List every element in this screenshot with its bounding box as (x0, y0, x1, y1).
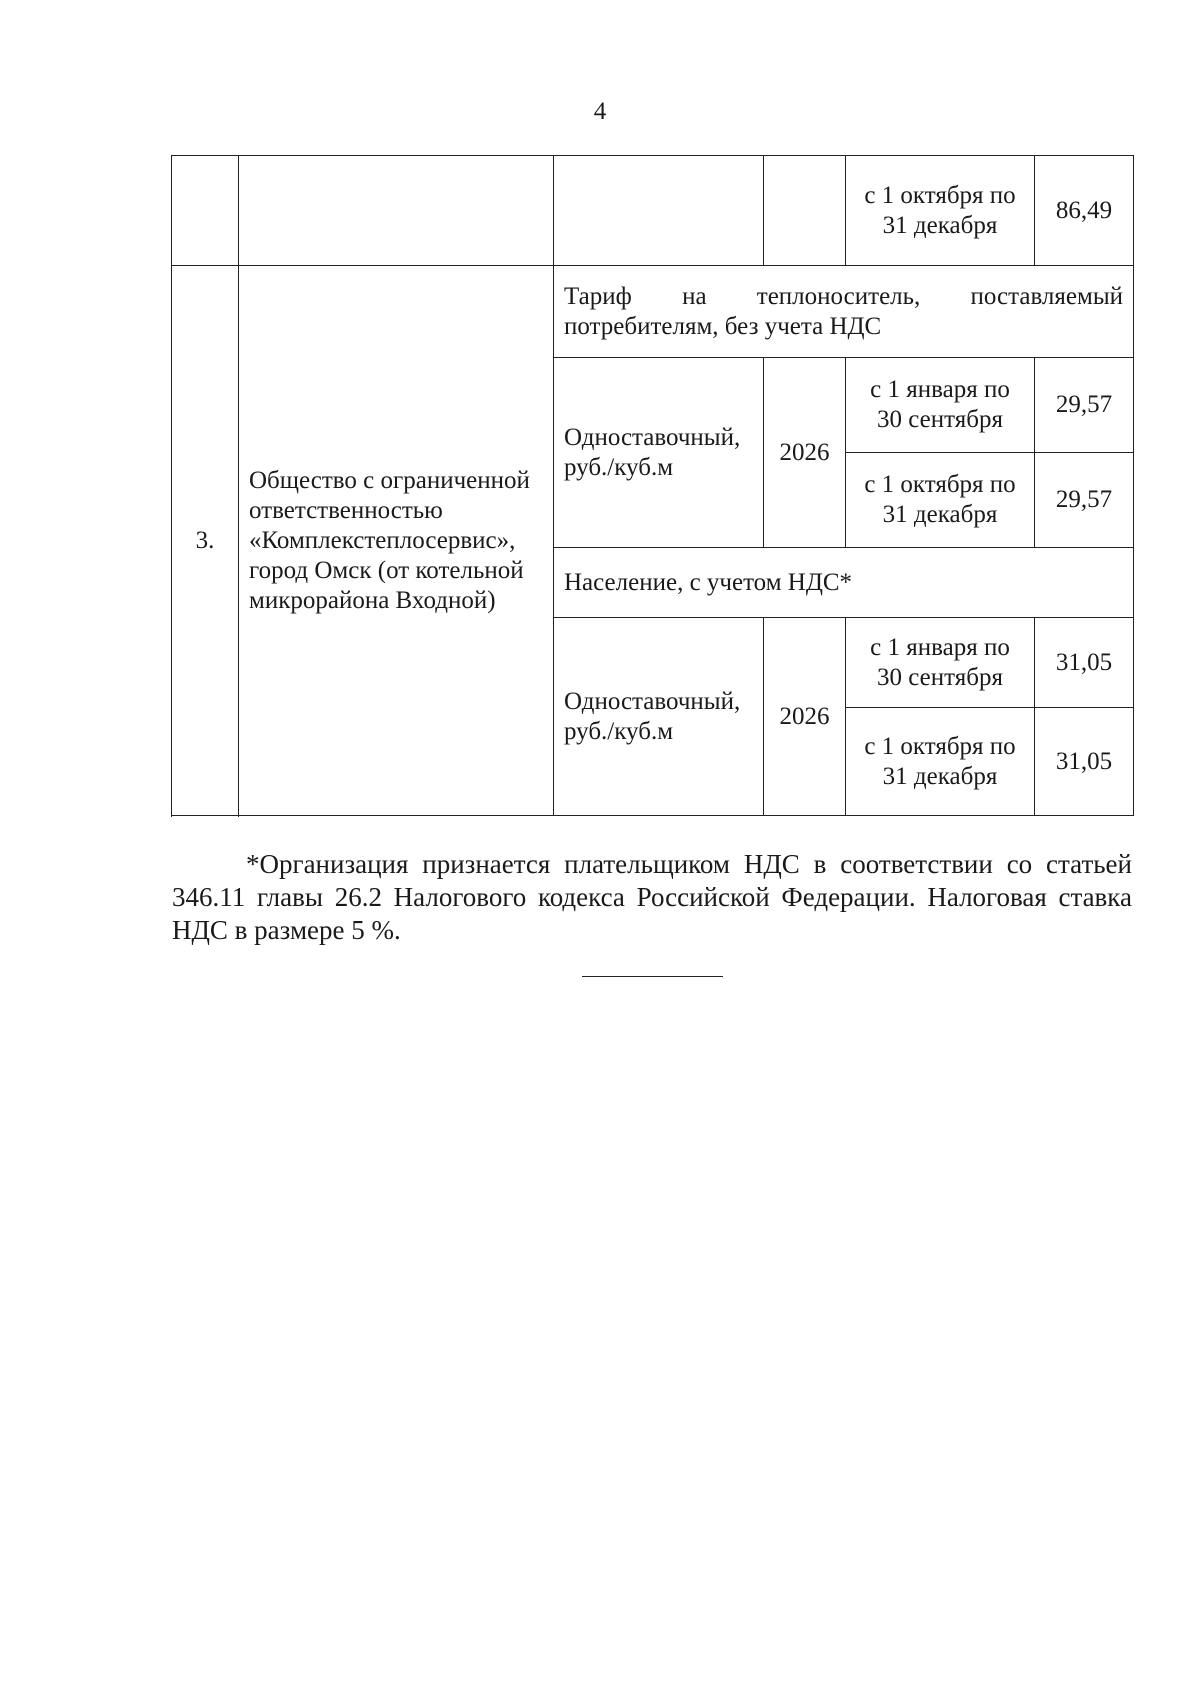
section-title: Население, с учетом НДС* (554, 548, 1134, 618)
table-row-continued (172, 156, 1134, 266)
tariff-table (171, 155, 1134, 816)
footnote: *Организация признается плательщиком НДС в соответствии со статьей 346.11 главы 26.2 Налогового кодекса Российской Федерации. Налоговая ставка НДС в размере 5 %. (172, 849, 1132, 945)
page-number: 4 (593, 98, 607, 125)
end-divider-line (582, 976, 723, 977)
cell-number-empty (172, 156, 239, 266)
cell-period: с 1 октября по 31 декабря (846, 156, 1035, 266)
cell-period: с 1 октября по 31 декабря (846, 708, 1035, 816)
section-title: Тариф на теплоноситель, поставляемый потребителям, без учета НДС (554, 266, 1134, 358)
table-row-section-header (172, 266, 1134, 358)
cell-value: 29,57 (1035, 358, 1134, 453)
cell-year: 2026 (764, 358, 846, 548)
cell-period: с 1 января по 30 сентября (846, 358, 1035, 453)
cell-organization: Общество с ограниченной ответственностью «Комплекстеплосервис», город Омск (от котельной микрорайона Входной) (239, 266, 554, 816)
cell-value: 86,49 (1035, 156, 1134, 266)
cell-entry-number: 3. (172, 266, 239, 816)
cell-period: с 1 января по 30 сентября (846, 618, 1035, 708)
cell-rate-type: Одноставочный, руб./куб.м (554, 618, 764, 816)
cell-year: 2026 (764, 618, 846, 816)
cell-period: с 1 октября по 31 декабря (846, 453, 1035, 548)
cell-value: 31,05 (1035, 618, 1134, 708)
cell-rate-type-empty (554, 156, 764, 266)
cell-organization-empty (239, 156, 554, 266)
cell-value: 29,57 (1035, 453, 1134, 548)
cell-value: 31,05 (1035, 708, 1134, 816)
cell-year-empty (764, 156, 846, 266)
cell-rate-type: Одноставочный, руб./куб.м (554, 358, 764, 548)
